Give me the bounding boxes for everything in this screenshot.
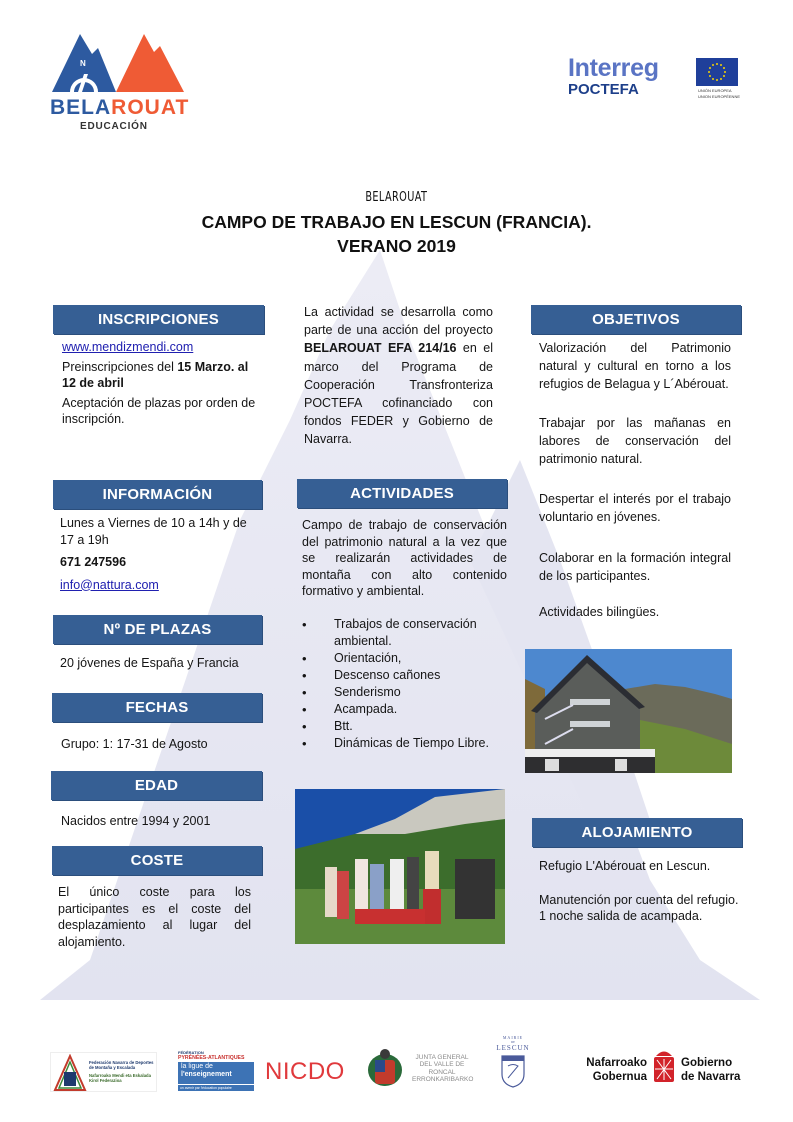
activity-item: • Trabajos de conservación ambiental. [298, 616, 510, 650]
federation-mountain-icon [53, 1054, 87, 1092]
heading-plazas: Nº DE PLAZAS [53, 615, 262, 644]
heading-alojamiento: ALOJAMIENTO [532, 818, 742, 847]
belarouat-logo [50, 30, 190, 130]
activity-item: • Descenso cañones [298, 667, 510, 684]
eu-caption-1: UNIÓN EUROPEA [698, 88, 732, 93]
heading-inscripciones: INSCRIPCIONES [53, 305, 264, 334]
logo-ligue-enseignement: FÉDÉRATION PYRÉNÉES-ATLANTIQUES la ligue de l'enseignement un avenir par l'éducation populaire [178, 1050, 254, 1094]
office-hours: Lunes a Viernes de 10 a 14h y de 17 a 19h [60, 516, 247, 547]
phone-number: 671 247596 [60, 555, 127, 569]
activity-item: • Senderismo [298, 684, 510, 701]
objective-item: Actividades bilingües. [539, 605, 660, 620]
objective-item: Valorización del Patrimonio natural y cultural en torno a los refugios de Belagua y L´Abérouat. [539, 341, 731, 392]
roncal-coat-of-arms-icon [366, 1048, 404, 1088]
project-intro: La actividad se desarrolla como parte de una acción del proyecto BELAROUAT EFA 214/16 en el marco del Programa de Cooperación Transfronteriza POCTEFA cofinanciado con fondos FEDER y Gobierno de Navarra. [304, 305, 493, 447]
acceptance-text: Aceptación de plazas por orden de inscripción. [62, 395, 256, 426]
objective-item: Despertar el interés por el trabajo voluntario en jóvenes. [539, 492, 731, 525]
alojamiento-text [539, 858, 739, 925]
actividades-text: Campo de trabajo de conservación del patrimonio natural a la vez que se realizarán actividades de montaña con alto contenido formativo y ambiental. [302, 518, 507, 598]
interreg-program: POCTEFA [568, 81, 639, 98]
group-photo [295, 789, 505, 944]
objective-item: Trabajar por las mañanas en labores de conservación del patrimonio natural. [539, 415, 731, 467]
heading-actividades: ACTIVIDADES [297, 479, 507, 508]
title-kicker: BELAROUAT [365, 190, 428, 205]
board-info: Manutención por cuenta del refugio. [539, 892, 739, 907]
email-link[interactable]: info@nattura.com [60, 577, 159, 592]
heading-fechas: FECHAS [52, 693, 262, 722]
brand-rouat: ROUAT [111, 96, 190, 119]
fechas-text: Grupo: 1: 17-31 de Agosto [61, 737, 208, 751]
logo-mairie-lescun: MAIRIE DE LESCUN [489, 1035, 537, 1097]
coste-text: El único coste para los participantes es el coste del desplazamiento al lugar del alojamiento. [58, 885, 251, 949]
registration-dates: 15 Marzo. al 12 de abril [62, 359, 249, 390]
eu-flag-icon [696, 58, 738, 86]
interreg-name: Interreg [568, 54, 659, 82]
camping-info: 1 noche salida de acampada. [539, 909, 703, 923]
mendizmendi-link[interactable]: www.mendizmendi.com [62, 340, 194, 354]
brand-subtitle: EDUCACIÓN [80, 121, 148, 132]
heading-objetivos: OBJETIVOS [531, 305, 741, 334]
refuge-name: Refugio L'Abérouat en Lescun. [539, 859, 711, 873]
edad-text: Nacidos entre 1994 y 2001 [61, 814, 211, 828]
heading-informacion: INFORMACIÓN [53, 480, 262, 509]
lescun-shield-icon [500, 1054, 526, 1088]
section-informacion [60, 515, 260, 593]
refuge-photo [525, 649, 732, 773]
heading-edad: EDAD [51, 771, 262, 800]
eu-caption-2: UNION EUROPÉENNE [698, 94, 741, 99]
activity-item: • Btt. [298, 718, 510, 735]
logo-gobierno-navarra: Nafarroako Gobernua Gobierno de Navarra [577, 1047, 757, 1087]
objective-item: Colaborar en la formación integral de los participantes. [539, 550, 731, 583]
logo-federacion-navarra: Federación Navarra de Deportes de Montaña y Escalada Nafarroako Mendi eta Eskalada Kirol Federazioa [50, 1052, 157, 1092]
plazas-text: 20 jóvenes de España y Francia [60, 656, 239, 670]
navarra-coat-of-arms-icon [651, 1047, 677, 1085]
activity-item: • Dinámicas de Tiempo Libre. [298, 735, 510, 752]
heading-coste: COSTE [52, 846, 262, 875]
activities-list [298, 616, 510, 752]
logo-nicdo: NICDO [265, 1058, 345, 1085]
page-subtitle: VERANO 2019 [337, 236, 456, 256]
page-title: CAMPO DE TRABAJO EN LESCUN (FRANCIA). [201, 212, 592, 232]
section-inscripciones: www.mendizmendi.com Preinscripciones del 15 Marzo. al 12 de abril Aceptación de plazas por orden de inscripción. [62, 339, 262, 428]
logo-roncal: JUNTA GENERAL DEL VALLE DE RONCAL ERRONKARIBARKO [366, 1048, 476, 1092]
activity-item: • Orientación, [298, 650, 510, 667]
mountains-logo-icon [50, 30, 190, 94]
interreg-logo [568, 54, 743, 104]
svg-text:N: N [80, 59, 86, 68]
activity-item: • Acampada. [298, 701, 510, 718]
brand-bela: BELA [50, 96, 112, 119]
objetivos-list [539, 339, 731, 621]
project-code: BELAROUAT EFA 214/16 [304, 341, 457, 356]
